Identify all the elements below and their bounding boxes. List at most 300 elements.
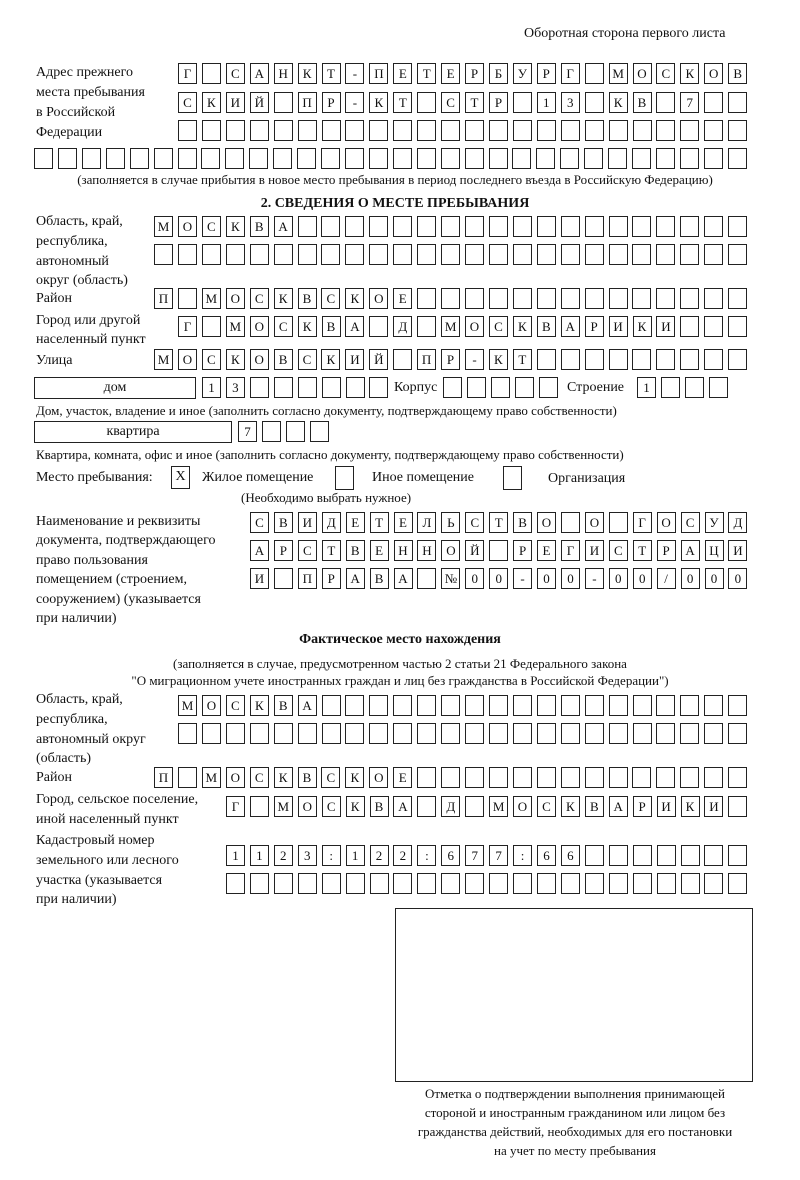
char-cell[interactable]: И [345, 349, 364, 370]
char-cell[interactable] [417, 148, 436, 169]
char-cell[interactable]: В [513, 512, 532, 533]
char-cell[interactable]: Й [369, 349, 388, 370]
char-cell[interactable]: С [178, 92, 197, 113]
char-cell[interactable] [560, 148, 579, 169]
char-cell[interactable]: В [274, 695, 293, 716]
char-cell[interactable] [512, 148, 531, 169]
char-cell[interactable] [680, 349, 699, 370]
char-cell[interactable]: С [250, 767, 269, 788]
char-cell[interactable] [178, 723, 197, 744]
char-cell[interactable]: А [681, 540, 700, 561]
char-cell[interactable] [704, 148, 723, 169]
char-cell[interactable]: 0 [465, 568, 484, 589]
char-cell[interactable] [704, 723, 723, 744]
char-cell[interactable] [467, 377, 486, 398]
char-cell[interactable]: Й [465, 540, 484, 561]
char-cell[interactable]: О [250, 349, 269, 370]
char-cell[interactable]: Е [537, 540, 556, 561]
char-cell[interactable] [704, 767, 723, 788]
char-cell[interactable]: Т [513, 349, 532, 370]
char-cell[interactable] [250, 873, 269, 894]
char-cell[interactable] [417, 288, 436, 309]
char-cell[interactable]: Е [346, 512, 365, 533]
char-cell[interactable]: О [704, 63, 723, 84]
char-cell[interactable]: А [250, 540, 269, 561]
char-cell[interactable] [441, 148, 460, 169]
char-cell[interactable]: В [274, 512, 293, 533]
char-cell[interactable] [369, 120, 388, 141]
char-cell[interactable]: Д [322, 512, 341, 533]
char-cell[interactable] [310, 421, 329, 442]
char-cell[interactable]: В [322, 316, 341, 337]
char-cell[interactable] [345, 120, 364, 141]
char-cell[interactable]: 1 [250, 845, 269, 866]
char-cell[interactable]: Ь [441, 512, 460, 533]
char-cell[interactable] [274, 244, 293, 265]
char-cell[interactable] [513, 767, 532, 788]
char-cell[interactable] [513, 120, 532, 141]
char-cell[interactable] [609, 349, 628, 370]
char-cell[interactable] [728, 767, 747, 788]
char-cell[interactable]: В [274, 349, 293, 370]
char-cell[interactable] [728, 796, 747, 817]
char-cell[interactable]: И [728, 540, 747, 561]
char-cell[interactable]: 0 [633, 568, 652, 589]
char-cell[interactable]: К [561, 796, 580, 817]
char-cell[interactable] [609, 695, 628, 716]
char-cell[interactable] [465, 723, 484, 744]
char-cell[interactable] [585, 216, 604, 237]
char-cell[interactable] [202, 723, 221, 744]
char-cell[interactable] [561, 244, 580, 265]
char-cell[interactable] [537, 216, 556, 237]
char-cell[interactable]: К [250, 695, 269, 716]
char-cell[interactable] [680, 767, 699, 788]
char-cell[interactable] [465, 767, 484, 788]
char-cell[interactable]: У [705, 512, 724, 533]
char-cell[interactable]: 0 [681, 568, 700, 589]
char-cell[interactable] [537, 120, 556, 141]
char-cell[interactable]: Т [465, 92, 484, 113]
char-cell[interactable] [178, 120, 197, 141]
char-cell[interactable] [656, 723, 675, 744]
char-cell[interactable] [561, 723, 580, 744]
char-cell[interactable]: С [321, 288, 340, 309]
char-cell[interactable]: К [633, 316, 652, 337]
char-cell[interactable] [226, 723, 245, 744]
char-cell[interactable] [321, 244, 340, 265]
char-cell[interactable]: У [513, 63, 532, 84]
char-cell[interactable]: 3 [561, 92, 580, 113]
char-cell[interactable] [609, 288, 628, 309]
char-cell[interactable] [417, 216, 436, 237]
char-cell[interactable] [417, 568, 436, 589]
char-cell[interactable]: К [274, 288, 293, 309]
char-cell[interactable] [322, 873, 341, 894]
char-cell[interactable]: К [345, 767, 364, 788]
char-cell[interactable] [441, 288, 460, 309]
char-cell[interactable] [680, 316, 699, 337]
char-cell[interactable] [728, 723, 747, 744]
char-cell[interactable]: И [657, 796, 676, 817]
char-cell[interactable] [369, 316, 388, 337]
char-cell[interactable]: В [585, 796, 604, 817]
char-cell[interactable] [322, 120, 341, 141]
char-cell[interactable] [561, 767, 580, 788]
char-cell[interactable] [585, 873, 604, 894]
char-cell[interactable]: Р [274, 540, 293, 561]
char-cell[interactable]: К [513, 316, 532, 337]
char-cell[interactable]: О [202, 695, 221, 716]
char-cell[interactable]: А [298, 695, 317, 716]
char-cell[interactable]: 7 [465, 845, 484, 866]
char-cell[interactable] [585, 63, 604, 84]
char-cell[interactable]: С [226, 695, 245, 716]
char-cell[interactable] [393, 723, 412, 744]
char-cell[interactable]: М [202, 767, 221, 788]
char-cell[interactable] [393, 244, 412, 265]
char-cell[interactable] [585, 92, 604, 113]
char-cell[interactable] [561, 873, 580, 894]
char-cell[interactable]: Д [441, 796, 460, 817]
char-cell[interactable]: И [656, 316, 675, 337]
char-cell[interactable]: В [370, 568, 389, 589]
char-cell[interactable] [704, 288, 723, 309]
char-cell[interactable]: И [704, 796, 723, 817]
char-cell[interactable]: В [298, 288, 317, 309]
char-cell[interactable] [250, 377, 269, 398]
char-cell[interactable] [417, 120, 436, 141]
char-cell[interactable]: С [274, 316, 293, 337]
char-cell[interactable]: О [369, 288, 388, 309]
char-cell[interactable] [298, 873, 317, 894]
char-cell[interactable]: Е [393, 63, 412, 84]
char-cell[interactable] [728, 288, 747, 309]
char-cell[interactable]: О [369, 767, 388, 788]
char-cell[interactable] [657, 873, 676, 894]
char-cell[interactable]: В [250, 216, 269, 237]
char-cell[interactable]: К [321, 349, 340, 370]
char-cell[interactable]: : [513, 845, 532, 866]
char-cell[interactable]: 1 [637, 377, 656, 398]
char-cell[interactable] [321, 148, 340, 169]
char-cell[interactable]: О [513, 796, 532, 817]
char-cell[interactable] [298, 723, 317, 744]
char-cell[interactable] [489, 216, 508, 237]
char-cell[interactable]: Б [489, 63, 508, 84]
char-cell[interactable]: 7 [238, 421, 257, 442]
char-cell[interactable]: О [441, 540, 460, 561]
char-cell[interactable] [345, 695, 364, 716]
char-cell[interactable]: 6 [561, 845, 580, 866]
char-cell[interactable]: 1 [346, 845, 365, 866]
char-cell[interactable] [657, 845, 676, 866]
char-cell[interactable]: 1 [202, 377, 221, 398]
char-cell[interactable]: А [393, 796, 412, 817]
char-cell[interactable] [585, 845, 604, 866]
char-cell[interactable]: К [202, 92, 221, 113]
char-cell[interactable] [393, 873, 412, 894]
char-cell[interactable] [656, 349, 675, 370]
char-cell[interactable] [513, 216, 532, 237]
char-cell[interactable]: В [633, 92, 652, 113]
char-cell[interactable]: П [154, 767, 173, 788]
char-cell[interactable]: Р [441, 349, 460, 370]
char-cell[interactable]: Р [537, 63, 556, 84]
char-cell[interactable]: С [489, 316, 508, 337]
char-cell[interactable] [609, 767, 628, 788]
char-cell[interactable] [680, 288, 699, 309]
char-cell[interactable]: О [226, 288, 245, 309]
char-cell[interactable] [608, 148, 627, 169]
char-cell[interactable]: 2 [370, 845, 389, 866]
char-cell[interactable] [441, 695, 460, 716]
char-cell[interactable] [537, 767, 556, 788]
char-cell[interactable] [346, 873, 365, 894]
char-cell[interactable] [369, 695, 388, 716]
char-cell[interactable]: Д [728, 512, 747, 533]
char-cell[interactable] [704, 873, 723, 894]
char-cell[interactable]: 1 [537, 92, 556, 113]
char-cell[interactable]: Т [633, 540, 652, 561]
char-cell[interactable]: А [394, 568, 413, 589]
char-cell[interactable] [609, 845, 628, 866]
char-cell[interactable]: - [345, 92, 364, 113]
char-cell[interactable]: 2 [393, 845, 412, 866]
char-cell[interactable]: М [154, 216, 173, 237]
char-cell[interactable]: О [585, 512, 604, 533]
char-cell[interactable] [249, 148, 268, 169]
char-cell[interactable] [298, 377, 317, 398]
char-cell[interactable] [417, 244, 436, 265]
char-cell[interactable] [322, 377, 341, 398]
char-cell[interactable]: А [250, 63, 269, 84]
char-cell[interactable] [728, 216, 747, 237]
char-cell[interactable]: Р [585, 316, 604, 337]
char-cell[interactable]: М [178, 695, 197, 716]
char-cell[interactable] [489, 540, 508, 561]
char-cell[interactable] [465, 288, 484, 309]
char-cell[interactable] [561, 349, 580, 370]
char-cell[interactable]: Г [561, 540, 580, 561]
char-cell[interactable] [704, 216, 723, 237]
char-cell[interactable] [704, 244, 723, 265]
char-cell[interactable] [298, 216, 317, 237]
char-cell[interactable] [609, 512, 628, 533]
char-cell[interactable] [585, 767, 604, 788]
char-cell[interactable]: 7 [680, 92, 699, 113]
char-cell[interactable]: Р [465, 63, 484, 84]
char-cell[interactable]: - [585, 568, 604, 589]
char-cell[interactable] [537, 349, 556, 370]
char-cell[interactable]: Н [274, 63, 293, 84]
char-cell[interactable] [656, 120, 675, 141]
char-cell[interactable] [685, 377, 704, 398]
char-cell[interactable] [704, 695, 723, 716]
char-cell[interactable]: Е [394, 512, 413, 533]
char-cell[interactable] [632, 767, 651, 788]
char-cell[interactable] [489, 873, 508, 894]
char-cell[interactable] [201, 148, 220, 169]
char-cell[interactable] [661, 377, 680, 398]
char-cell[interactable]: 6 [537, 845, 556, 866]
char-cell[interactable]: 0 [728, 568, 747, 589]
char-cell[interactable] [585, 244, 604, 265]
char-cell[interactable]: И [226, 92, 245, 113]
char-cell[interactable] [345, 244, 364, 265]
char-cell[interactable] [513, 873, 532, 894]
char-cell[interactable]: Г [226, 796, 245, 817]
char-cell[interactable] [58, 148, 77, 169]
char-cell[interactable]: О [250, 316, 269, 337]
char-cell[interactable] [345, 216, 364, 237]
char-cell[interactable] [441, 244, 460, 265]
char-cell[interactable] [680, 120, 699, 141]
char-cell[interactable] [393, 148, 412, 169]
char-cell[interactable] [441, 723, 460, 744]
char-cell[interactable] [632, 288, 651, 309]
char-cell[interactable]: О [178, 216, 197, 237]
char-cell[interactable] [274, 377, 293, 398]
char-cell[interactable]: 1 [226, 845, 245, 866]
char-cell[interactable]: Е [393, 767, 412, 788]
char-cell[interactable]: Р [322, 568, 341, 589]
char-cell[interactable] [106, 148, 125, 169]
char-cell[interactable] [297, 148, 316, 169]
char-cell[interactable] [178, 148, 197, 169]
char-cell[interactable]: 0 [537, 568, 556, 589]
char-cell[interactable]: С [681, 512, 700, 533]
char-cell[interactable]: 0 [561, 568, 580, 589]
char-cell[interactable]: К [345, 288, 364, 309]
char-cell[interactable]: Г [178, 63, 197, 84]
char-cell[interactable] [489, 120, 508, 141]
char-cell[interactable] [298, 244, 317, 265]
char-cell[interactable] [632, 244, 651, 265]
char-cell[interactable] [513, 695, 532, 716]
char-cell[interactable] [489, 695, 508, 716]
char-cell[interactable] [274, 723, 293, 744]
char-cell[interactable] [585, 288, 604, 309]
char-cell[interactable] [728, 148, 747, 169]
char-cell[interactable] [273, 148, 292, 169]
char-cell[interactable] [489, 723, 508, 744]
char-cell[interactable]: О [298, 796, 317, 817]
char-cell[interactable] [370, 873, 389, 894]
char-cell[interactable] [585, 723, 604, 744]
char-cell[interactable]: В [370, 796, 389, 817]
char-cell[interactable] [728, 244, 747, 265]
char-cell[interactable]: Р [657, 540, 676, 561]
char-cell[interactable] [561, 695, 580, 716]
char-cell[interactable] [537, 723, 556, 744]
char-cell[interactable] [704, 349, 723, 370]
char-cell[interactable] [322, 723, 341, 744]
char-cell[interactable]: М [441, 316, 460, 337]
char-cell[interactable] [443, 377, 462, 398]
char-cell[interactable] [609, 120, 628, 141]
char-cell[interactable] [728, 120, 747, 141]
char-cell[interactable] [656, 695, 675, 716]
char-cell[interactable] [632, 216, 651, 237]
char-cell[interactable] [202, 244, 221, 265]
char-cell[interactable]: О [465, 316, 484, 337]
char-cell[interactable]: Е [370, 540, 389, 561]
char-cell[interactable] [728, 695, 747, 716]
char-cell[interactable] [417, 796, 436, 817]
char-cell[interactable] [441, 767, 460, 788]
char-cell[interactable] [178, 244, 197, 265]
char-cell[interactable] [274, 873, 293, 894]
char-cell[interactable]: М [202, 288, 221, 309]
char-cell[interactable] [34, 148, 53, 169]
char-cell[interactable] [130, 148, 149, 169]
char-cell[interactable]: О [657, 512, 676, 533]
char-cell[interactable]: 3 [226, 377, 245, 398]
char-cell[interactable] [515, 377, 534, 398]
char-cell[interactable]: С [226, 63, 245, 84]
char-cell[interactable]: Р [513, 540, 532, 561]
char-cell[interactable] [417, 873, 436, 894]
char-cell[interactable]: С [202, 349, 221, 370]
char-cell[interactable] [680, 148, 699, 169]
char-cell[interactable]: № [441, 568, 460, 589]
char-cell[interactable] [536, 148, 555, 169]
char-cell[interactable] [681, 873, 700, 894]
char-cell[interactable] [704, 316, 723, 337]
char-cell[interactable]: - [345, 63, 364, 84]
char-cell[interactable] [274, 568, 293, 589]
char-cell[interactable] [609, 216, 628, 237]
char-cell[interactable]: С [322, 796, 341, 817]
char-cell[interactable] [417, 92, 436, 113]
char-cell[interactable] [709, 377, 728, 398]
char-cell[interactable]: Т [417, 63, 436, 84]
char-cell[interactable]: Н [417, 540, 436, 561]
char-cell[interactable]: И [298, 512, 317, 533]
char-cell[interactable] [202, 316, 221, 337]
char-cell[interactable] [202, 63, 221, 84]
char-cell[interactable] [537, 244, 556, 265]
char-cell[interactable] [585, 349, 604, 370]
char-cell[interactable] [441, 120, 460, 141]
char-cell[interactable]: С [321, 767, 340, 788]
char-cell[interactable] [561, 512, 580, 533]
char-cell[interactable]: О [178, 349, 197, 370]
char-cell[interactable] [633, 695, 652, 716]
char-cell[interactable] [465, 120, 484, 141]
char-cell[interactable] [680, 244, 699, 265]
char-cell[interactable]: Д [393, 316, 412, 337]
char-cell[interactable]: К [226, 349, 245, 370]
char-cell[interactable]: 2 [274, 845, 293, 866]
char-cell[interactable] [513, 92, 532, 113]
char-cell[interactable] [656, 288, 675, 309]
char-cell[interactable]: - [513, 568, 532, 589]
char-cell[interactable] [345, 148, 364, 169]
char-cell[interactable] [178, 767, 197, 788]
char-cell[interactable]: К [298, 63, 317, 84]
char-cell[interactable]: П [298, 92, 317, 113]
char-cell[interactable] [680, 695, 699, 716]
flat-type-field[interactable]: квартира [34, 421, 232, 443]
char-cell[interactable]: П [369, 63, 388, 84]
char-cell[interactable] [632, 148, 651, 169]
char-cell[interactable] [441, 873, 460, 894]
char-cell[interactable]: Л [417, 512, 436, 533]
char-cell[interactable] [489, 288, 508, 309]
char-cell[interactable] [274, 92, 293, 113]
